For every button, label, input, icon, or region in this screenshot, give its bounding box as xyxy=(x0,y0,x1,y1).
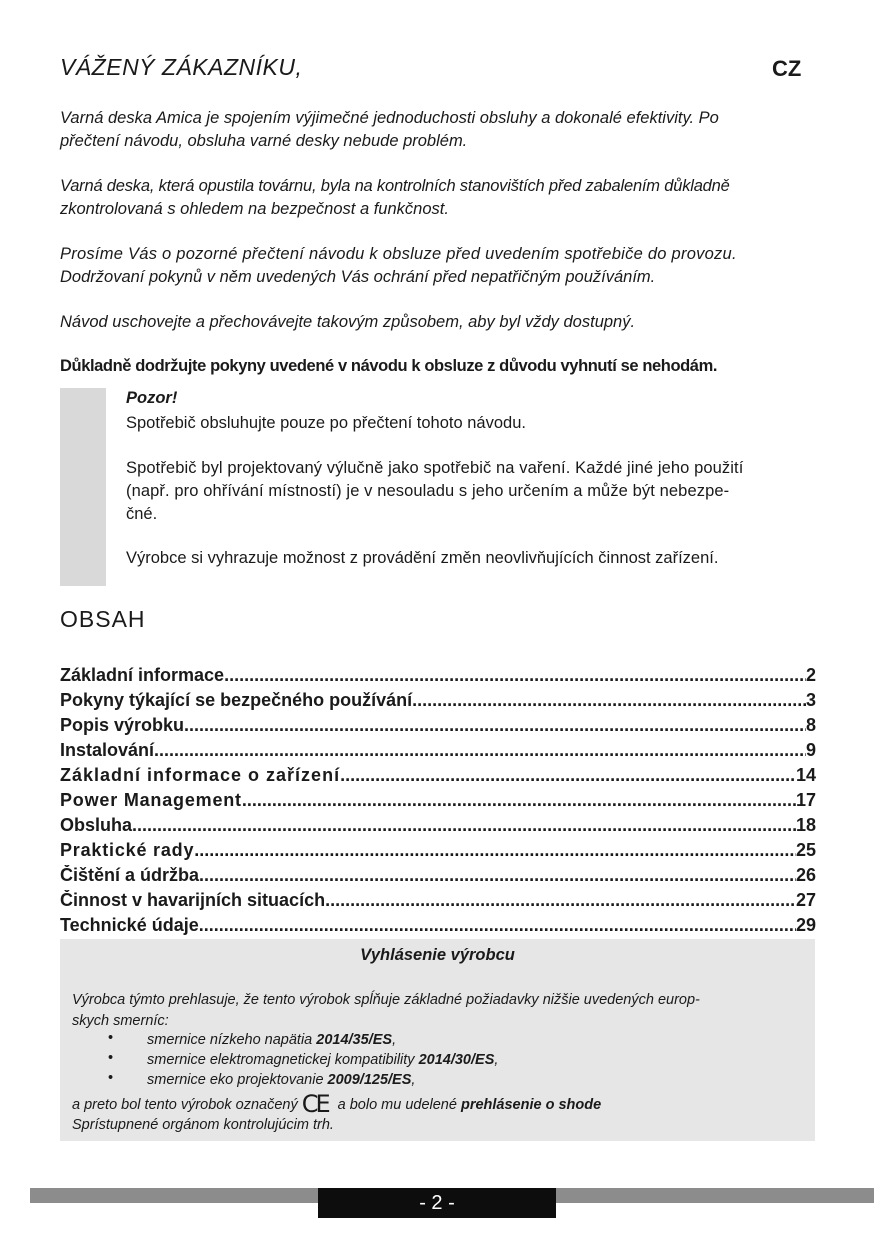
intro-p1-line-1: Varná deska Amica je spojením výjimečné jednoduchosti obsluhy a dokonalé efektivity. Po xyxy=(60,109,719,127)
directive-item xyxy=(147,1070,415,1090)
toc-leader xyxy=(132,815,796,836)
conformity-text-2: a bolo mu udelené xyxy=(337,1097,461,1113)
toc-item-page: 8 xyxy=(805,715,816,735)
intro-p2-line-1: Varná deska, která opustila továrnu, byla na kontrolních stanovištích před zabalením důkladně xyxy=(60,177,730,195)
directive-end: , xyxy=(411,1072,416,1088)
warning-title: Pozor! xyxy=(126,389,178,407)
toc-leader xyxy=(184,715,806,736)
directive-item xyxy=(147,1030,396,1050)
toc-item-page: 25 xyxy=(795,840,816,860)
intro-paragraph-2 xyxy=(60,175,816,221)
toc-item[interactable] xyxy=(60,740,816,765)
ce-mark-icon: CE xyxy=(301,1090,328,1118)
market-surveillance-line: Sprístupnené orgánom kontrolujúcim trh. xyxy=(72,1117,334,1133)
toc-leader xyxy=(154,740,806,761)
conformity-text: a preto bol tento výrobok označený xyxy=(72,1097,298,1113)
toc-item-label: Technické údaje xyxy=(60,915,199,935)
conformity-bold: prehlásenie o shode xyxy=(460,1097,602,1113)
intro-p3-line-2: Dodržovaní pokynů v něm uvedených Vás ochrání před nepatřičným používáním. xyxy=(60,268,656,286)
directive-code: 2009/125/ES xyxy=(327,1072,412,1088)
toc-leader xyxy=(194,840,796,861)
directive-code: 2014/30/ES xyxy=(418,1052,495,1068)
bullet-dot: • xyxy=(108,1050,114,1066)
intro-paragraph-4: Návod uschovejte a přechovávejte takovým způsobem, aby byl vždy dostupný. xyxy=(60,313,636,331)
toc-leader xyxy=(199,865,796,886)
toc-item[interactable] xyxy=(60,715,816,740)
toc-item-page: 27 xyxy=(795,890,816,910)
intro-p3-line-1: Prosíme Vás o pozorné přečtení návodu k obsluze před uvedením spotřebiče do provozu. xyxy=(60,245,737,263)
warning-line-2a: Spotřebič byl projektovaný výlučně jako spotřebič na vaření. Každé jiné jeho použití xyxy=(126,459,744,477)
toc-item-label: Činnost v havarijních situacích xyxy=(60,890,326,910)
directive-text: smernice eko projektovanie xyxy=(147,1072,328,1088)
bullet-dot: • xyxy=(108,1030,114,1046)
warning-line-3: Výrobce si vyhrazuje možnost z provádění změn neovlivňujících činnost zařízení. xyxy=(126,549,719,567)
declaration-intro-line-1: Výrobca týmto prehlasuje, že tento výrobok spĺňuje základné požiadavky nižšie uvedených europ- xyxy=(72,992,700,1008)
intro-p2-line-2: zkontrolovaná s ohledem na bezpečnost a funkčnost. xyxy=(60,200,449,218)
warning-line-2b: (např. pro ohřívání místností) je v nesouladu s jeho určením a může být nebezpe- xyxy=(126,482,730,500)
language-code: CZ xyxy=(772,56,802,81)
toc-item-label: Instalování xyxy=(60,740,155,760)
intro-paragraph-3 xyxy=(60,243,816,289)
directive-text: smernice elektromagnetickej kompatibility xyxy=(147,1052,419,1068)
toc-leader xyxy=(412,690,806,711)
toc-item-label: Základní informace o zařízení xyxy=(60,765,341,785)
bullet-dot: • xyxy=(108,1070,114,1086)
intro-p1-line-2: přečtení návodu, obsluha varné desky nebude problém. xyxy=(60,132,468,150)
toc-item-page: 9 xyxy=(805,740,816,760)
toc-item[interactable] xyxy=(60,690,816,715)
warning-bar xyxy=(60,388,106,586)
directive-item xyxy=(147,1050,498,1070)
page-title: VÁŽENÝ ZÁKAZNÍKU, xyxy=(60,54,303,80)
toc-item-page: 17 xyxy=(795,790,816,810)
toc-item-label: Popis výrobku xyxy=(60,715,185,735)
toc-item-page: 29 xyxy=(795,915,816,935)
declaration-title: Vyhlásenie výrobcu xyxy=(360,946,515,964)
warning-paragraph-2 xyxy=(126,457,816,526)
page-number: - 2 - xyxy=(419,1192,455,1214)
declaration-intro-line-2: skych smerníc: xyxy=(72,1012,169,1029)
toc-leader xyxy=(340,765,796,786)
directive-text: smernice nízkeho napätia xyxy=(147,1032,317,1048)
toc-leader xyxy=(199,915,796,936)
toc-item[interactable] xyxy=(60,790,816,815)
toc-leader xyxy=(242,790,796,811)
toc-item-label: Praktické rady xyxy=(60,840,195,860)
toc-item[interactable] xyxy=(60,765,816,790)
directive-code: 2014/35/ES xyxy=(316,1032,393,1048)
toc-item-label: Power Management xyxy=(60,790,242,810)
directive-end: , xyxy=(392,1032,397,1048)
safety-note: Důkladně dodržujte pokyny uvedené v návodu k obsluze z důvodu vyhnutí se nehodám. xyxy=(60,357,718,375)
toc-heading: OBSAH xyxy=(60,606,146,632)
warning-line-1: Spotřebič obsluhujte pouze po přečtení tohoto návodu. xyxy=(126,414,526,432)
directive-end: , xyxy=(494,1052,499,1068)
toc-item-page: 3 xyxy=(805,690,816,710)
toc-item-label: Pokyny týkající se bezpečného používání xyxy=(60,690,413,710)
toc-item[interactable] xyxy=(60,815,816,840)
toc-item-page: 26 xyxy=(795,865,816,885)
toc-item-label: Základní informace xyxy=(60,665,225,685)
declaration-intro xyxy=(72,990,807,1031)
toc-item[interactable] xyxy=(60,840,816,865)
toc-item-page: 2 xyxy=(805,665,816,685)
conformity-line xyxy=(72,1090,807,1118)
toc-item-label: Čištění a údržba xyxy=(60,865,200,885)
toc-item[interactable] xyxy=(60,890,816,915)
intro-paragraph-1 xyxy=(60,107,816,153)
toc-item[interactable] xyxy=(60,915,816,940)
toc-item-page: 14 xyxy=(795,765,816,785)
warning-line-2c: čné. xyxy=(126,505,158,523)
toc-item-page: 18 xyxy=(795,815,816,835)
toc-leader xyxy=(224,665,806,686)
toc-item[interactable] xyxy=(60,865,816,890)
toc-leader xyxy=(325,890,796,911)
toc-item[interactable] xyxy=(60,665,816,690)
toc-item-label: Obsluha xyxy=(60,815,133,835)
